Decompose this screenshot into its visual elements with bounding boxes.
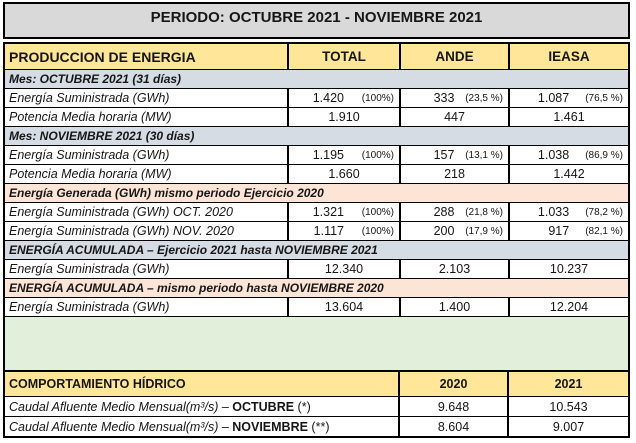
percent: (78,2 %) — [585, 206, 623, 218]
col-header-comportamiento-hidrico: COMPORTAMIENTO HÍDRICO — [9, 377, 186, 391]
value: 157 — [433, 148, 455, 162]
ieasa-cell — [508, 222, 628, 240]
hydric-table-header-row — [5, 370, 628, 396]
col-header-produccion: PRODUCCION DE ENERGIA — [9, 48, 196, 65]
section-label: Energía Generada (GWh) mismo periodo Ejercicio 2020 — [9, 186, 324, 200]
table-row-caudal-octubre — [5, 396, 628, 416]
period-title-bar — [3, 2, 630, 39]
row-label: Energía Suministrada (GWh) — [9, 300, 170, 314]
row-label — [5, 397, 398, 416]
ieasa-cell — [508, 89, 628, 107]
section-row-noviembre-2021 — [5, 126, 628, 145]
ande-cell — [399, 89, 508, 107]
report-page — [3, 2, 630, 438]
ieasa-cell: 12.204 — [508, 298, 628, 316]
col-header-ande: ANDE — [399, 44, 508, 69]
section-row-energia-generada-2020 — [5, 183, 628, 202]
value: 1.420 — [312, 91, 344, 105]
ieasa-cell: 10.237 — [508, 260, 628, 278]
value: 1.321 — [312, 205, 344, 219]
label-prefix: Caudal Afluente Medio Mensual(m³/s) – — [9, 399, 233, 414]
row-label: Energía Suministrada (GWh) — [9, 91, 170, 105]
col-header-ieasa: IEASA — [508, 44, 628, 69]
row-label: Energía Suministrada (GWh) NOV. 2020 — [9, 224, 234, 238]
ande-cell: 2.103 — [399, 260, 508, 278]
col-header-total: TOTAL — [287, 44, 399, 69]
table-row-energia-suministrada-nov-2020 — [5, 221, 628, 240]
section-label: ENERGÍA ACUMULADA – Ejercicio 2021 hasta NOVIEMBRE 2021 — [9, 243, 378, 257]
table-row-caudal-noviembre — [5, 416, 628, 436]
value: 1.117 — [313, 224, 344, 238]
energy-production-table — [3, 42, 630, 438]
empty-cell — [5, 317, 628, 370]
section-label: ENERGÍA ACUMULADA – mismo periodo hasta NOVIEMBRE 2020 — [9, 281, 384, 295]
total-cell — [287, 146, 399, 164]
total-cell: 13.604 — [287, 298, 399, 316]
section-row-energia-acumulada-2020 — [5, 278, 628, 297]
section-row-octubre-2021 — [5, 69, 628, 88]
percent: (100%) — [361, 225, 394, 237]
section-label: Mes: OCTUBRE 2021 (31 días) — [9, 72, 182, 86]
ande-cell: 218 — [399, 165, 508, 183]
value: 288 — [433, 205, 455, 219]
section-label: Mes: NOVIEMBRE 2021 (30 días) — [9, 129, 195, 143]
value-2020-cell: 9.648 — [398, 397, 507, 416]
green-spacer-row — [5, 316, 628, 370]
ieasa-cell: 1.442 — [508, 165, 628, 183]
total-cell — [287, 89, 399, 107]
col-header-2021: 2021 — [507, 372, 628, 396]
percent: (76,5 %) — [585, 92, 623, 104]
label-prefix: Caudal Afluente Medio Mensual(m³/s) – — [9, 419, 233, 434]
value: 333 — [433, 91, 455, 105]
period-title: PERIODO: OCTUBRE 2021 - NOVIEMBRE 2021 — [150, 9, 483, 26]
percent: (86,9 %) — [585, 149, 623, 161]
value-2021-cell: 9.007 — [507, 417, 628, 436]
energy-table-header-row — [5, 44, 628, 69]
table-row-energia-acumulada-2020 — [5, 297, 628, 316]
ieasa-cell — [508, 203, 628, 221]
label-month: NOVIEMBRE — [232, 419, 308, 434]
percent: (100%) — [361, 206, 394, 218]
table-row-energia-suministrada-nov — [5, 145, 628, 164]
value: 1.033 — [537, 205, 570, 219]
value: 1.195 — [312, 148, 344, 162]
row-label: Energía Suministrada (GWh) — [9, 148, 170, 162]
ande-cell: 1.400 — [399, 298, 508, 316]
label-note: (*) — [294, 399, 311, 414]
table-row-potencia-media-nov — [5, 164, 628, 183]
row-label — [5, 417, 398, 436]
total-cell — [287, 203, 399, 221]
ande-cell — [399, 146, 508, 164]
percent: (23,5 %) — [465, 92, 503, 104]
ieasa-cell — [508, 146, 628, 164]
table-row-energia-suministrada-oct-2020 — [5, 202, 628, 221]
row-label: Energía Suministrada (GWh) OCT. 2020 — [9, 205, 233, 219]
row-label: Energía Suministrada (GWh) — [9, 262, 170, 276]
table-row-potencia-media-oct — [5, 107, 628, 126]
label-note: (**) — [307, 419, 330, 434]
total-cell: 1.660 — [287, 165, 399, 183]
percent: (100%) — [361, 92, 394, 104]
value: 917 — [548, 224, 570, 238]
total-cell: 12.340 — [287, 260, 399, 278]
total-cell — [287, 222, 399, 240]
value-2021-cell: 10.543 — [507, 397, 628, 416]
percent: (17,9 %) — [465, 225, 503, 237]
percent: (82,1 %) — [585, 225, 623, 237]
ande-cell: 447 — [399, 108, 508, 126]
section-row-energia-acumulada-2021 — [5, 240, 628, 259]
ande-cell — [399, 222, 508, 240]
percent: (21,8 %) — [465, 206, 503, 218]
percent: (13,1 %) — [465, 149, 503, 161]
col-header-2020: 2020 — [398, 372, 507, 396]
label-month: OCTUBRE — [232, 399, 295, 414]
total-cell: 1.910 — [287, 108, 399, 126]
table-row-energia-suministrada-oct — [5, 88, 628, 107]
ande-cell — [399, 203, 508, 221]
value: 1.038 — [537, 148, 570, 162]
row-label: Potencia Media horaria (MW) — [9, 167, 172, 181]
percent: (100%) — [361, 149, 394, 161]
table-row-energia-acumulada-2021 — [5, 259, 628, 278]
value-2020-cell: 8.604 — [398, 417, 507, 436]
value: 1.087 — [537, 91, 570, 105]
value: 200 — [433, 224, 455, 238]
ieasa-cell: 1.461 — [508, 108, 628, 126]
row-label: Potencia Media horaria (MW) — [9, 110, 172, 124]
